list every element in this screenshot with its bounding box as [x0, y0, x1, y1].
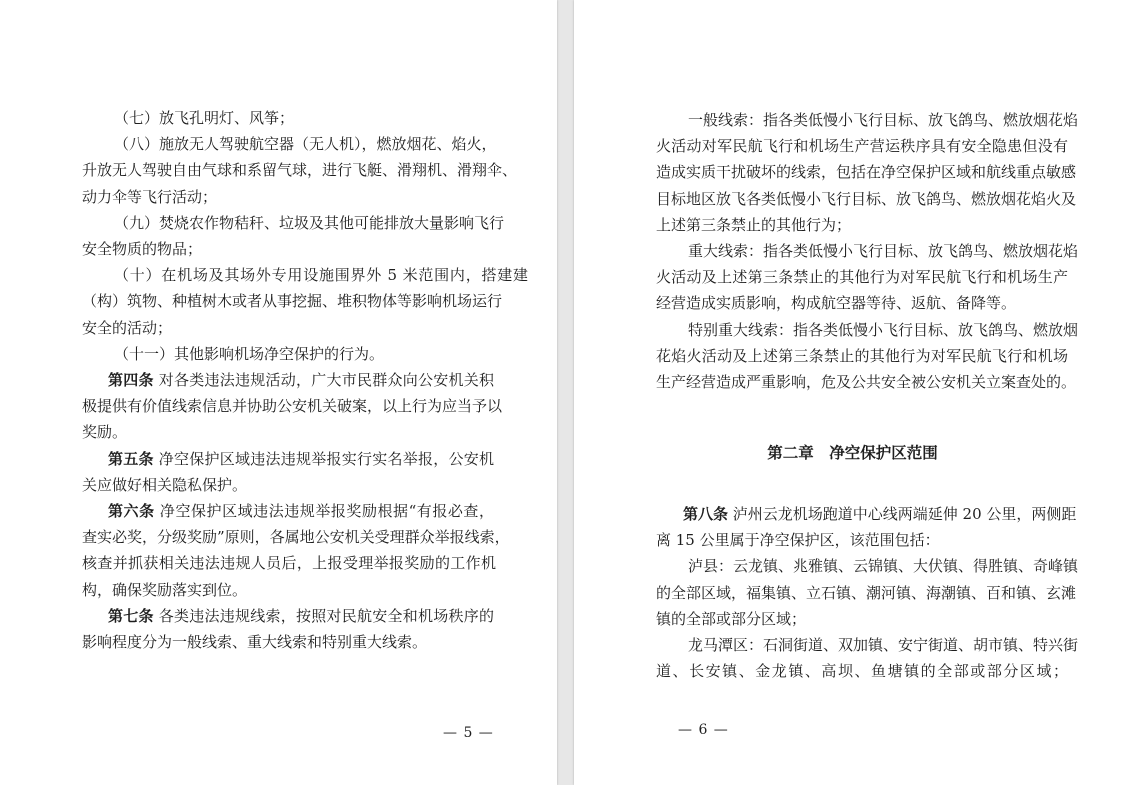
line-text: 核查并抓获相关违法违规人员后，上报受理举报奖励的工作机 — [82, 554, 496, 573]
text-line — [683, 504, 1077, 524]
text-line — [114, 344, 384, 364]
text-line — [656, 661, 1068, 681]
line-text: 火活动对军民航飞行和机场生产营运秩序具有安全隐患但没有 — [656, 137, 1068, 156]
text-line — [82, 475, 247, 495]
line-text: （构）筑物、种植树木或者从事挖掘、堆积物体等影响机场运行 — [82, 292, 503, 311]
line-text: 泸州云龙机场跑道中心线两端延伸 20 公里，两侧距 — [728, 505, 1077, 523]
line-text: 的全部区域，福集镇、立石镇、潮河镇、海潮镇、百和镇、玄滩 — [656, 583, 1077, 602]
line-text: 泸县：云龙镇、兆雅镇、云锦镇、大伏镇、得胜镇、奇峰镇 — [688, 557, 1079, 576]
text-line — [656, 293, 1016, 313]
page-number-6: — 6 — — [678, 722, 729, 738]
line-text: 火活动及上述第三条禁止的其他行为对军民航飞行和机场生产 — [656, 268, 1068, 287]
line-text: 净空保护区域违法违规举报奖励根据“有报必查， — [154, 502, 494, 520]
text-line — [688, 635, 1079, 655]
line-text: 离 15 公里属于净空保护区，该范围包括： — [656, 531, 940, 550]
text-line — [108, 501, 494, 521]
line-text: 造成实质干扰破坏的线索，包括在净空保护区域和航线重点敏感 — [656, 163, 1077, 182]
line-text: 上述第三条禁止的其他行为； — [656, 215, 852, 234]
line-text: 升放无人驾驶自由气球和系留气球，进行飞艇、滑翔机、滑翔伞、 — [82, 161, 518, 180]
line-text: （九）焚烧农作物秸秆、垃圾及其他可能排放大量影响飞行 — [114, 213, 505, 232]
text-line — [82, 396, 503, 416]
text-line — [82, 160, 518, 180]
text-line — [114, 108, 294, 128]
text-line — [108, 606, 494, 626]
line-text: 龙马潭区：石洞街道、双加镇、安宁街道、胡市镇、特兴街 — [688, 636, 1079, 654]
text-line — [656, 583, 1077, 603]
document-page-5 — [0, 0, 557, 785]
text-line — [108, 370, 494, 390]
line-text: 影响程度分为一般线索、重大线索和特别重大线索。 — [82, 633, 428, 651]
chapter-title: 第二章 净空保护区范围 — [767, 443, 938, 462]
text-line — [656, 215, 851, 235]
line-text: （七）放飞孔明灯、风筝； — [114, 109, 295, 127]
line-text: （十一）其他影响机场净空保护的行为。 — [114, 344, 385, 363]
text-line — [82, 291, 503, 311]
article-number: 第四条 — [108, 371, 154, 389]
line-text: 各类违法违规线索，按照对民航安全和机场秩序的 — [153, 606, 494, 625]
text-line — [82, 318, 172, 338]
text-line — [688, 320, 1079, 340]
line-text: 重大线索：指各类低慢小飞行目标、放飞鸽鸟、燃放烟花焰 — [688, 242, 1079, 260]
line-text: 查实必奖，分级奖励”原则，各属地公安机关受理群众举报线索， — [82, 528, 510, 547]
text-line — [108, 449, 494, 469]
text-line — [82, 187, 217, 207]
text-line — [688, 110, 1079, 130]
line-text: 奖励。 — [82, 423, 128, 442]
text-line — [688, 556, 1079, 576]
line-text: 动力伞等飞行活动； — [82, 187, 218, 206]
text-line — [82, 580, 247, 600]
article-number: 第六条 — [108, 502, 155, 520]
line-text: （十）在机场及其场外专用设施围界外 5 米范围内，搭建建 — [114, 266, 528, 285]
article-number: 第八条 — [683, 505, 729, 523]
line-text: 关应做好相关隐私保护。 — [82, 475, 248, 494]
line-text: 构，确保奖励落实到位。 — [82, 580, 248, 599]
text-line — [114, 134, 497, 154]
line-text: 净空保护区域违法违规举报实行实名举报，公安机 — [153, 449, 494, 468]
article-number: 第七条 — [108, 606, 154, 625]
document-page-6 — [574, 0, 1131, 785]
text-line — [656, 189, 1077, 209]
text-line — [82, 527, 510, 547]
text-line — [114, 213, 505, 233]
line-text: 一般线索：指各类低慢小飞行目标、放飞鸽鸟、燃放烟花焰 — [688, 111, 1079, 129]
text-line — [82, 239, 202, 259]
text-line — [82, 553, 496, 573]
text-line — [656, 372, 1077, 392]
text-line — [656, 267, 1068, 287]
line-text: 生产经营造成严重影响，危及公共安全被公安机关立案查处的。 — [656, 373, 1077, 391]
line-text: （八）施放无人驾驶航空器（无人机），燃放烟花、焰火， — [114, 135, 497, 154]
line-text: 花焰火活动及上述第三条禁止的其他行为对军民航飞行和机场 — [656, 346, 1068, 365]
text-line — [82, 632, 427, 652]
text-line — [656, 136, 1068, 156]
line-text: 道、长安镇、金龙镇、高坝、鱼塘镇的全部或部分区域； — [656, 662, 1068, 681]
line-text: 安全物质的物品； — [82, 240, 203, 258]
article-number: 第五条 — [108, 449, 154, 468]
line-text: 镇的全部或部分区域； — [656, 609, 807, 628]
text-line — [688, 241, 1079, 261]
text-line — [656, 609, 806, 629]
text-line — [656, 162, 1077, 182]
text-line — [82, 422, 127, 442]
line-text: 目标地区放飞各类低慢小飞行目标、放飞鸽鸟、燃放烟花焰火及 — [656, 189, 1077, 208]
line-text: 极提供有价值线索信息并协助公安机关破案，以上行为应当予以 — [82, 397, 503, 416]
page-number-5: — 5 — — [443, 725, 494, 741]
line-text: 安全的活动； — [82, 318, 173, 337]
line-text: 特别重大线索：指各类低慢小飞行目标、放飞鸽鸟、燃放烟 — [688, 320, 1079, 339]
line-text: 对各类违法违规活动，广大市民群众向公安机关积 — [153, 371, 494, 389]
text-line — [656, 346, 1068, 366]
text-line — [656, 530, 940, 550]
line-text: 经营造成实质影响，构成航空器等待、返航、备降等。 — [656, 294, 1017, 313]
text-line — [114, 265, 528, 285]
